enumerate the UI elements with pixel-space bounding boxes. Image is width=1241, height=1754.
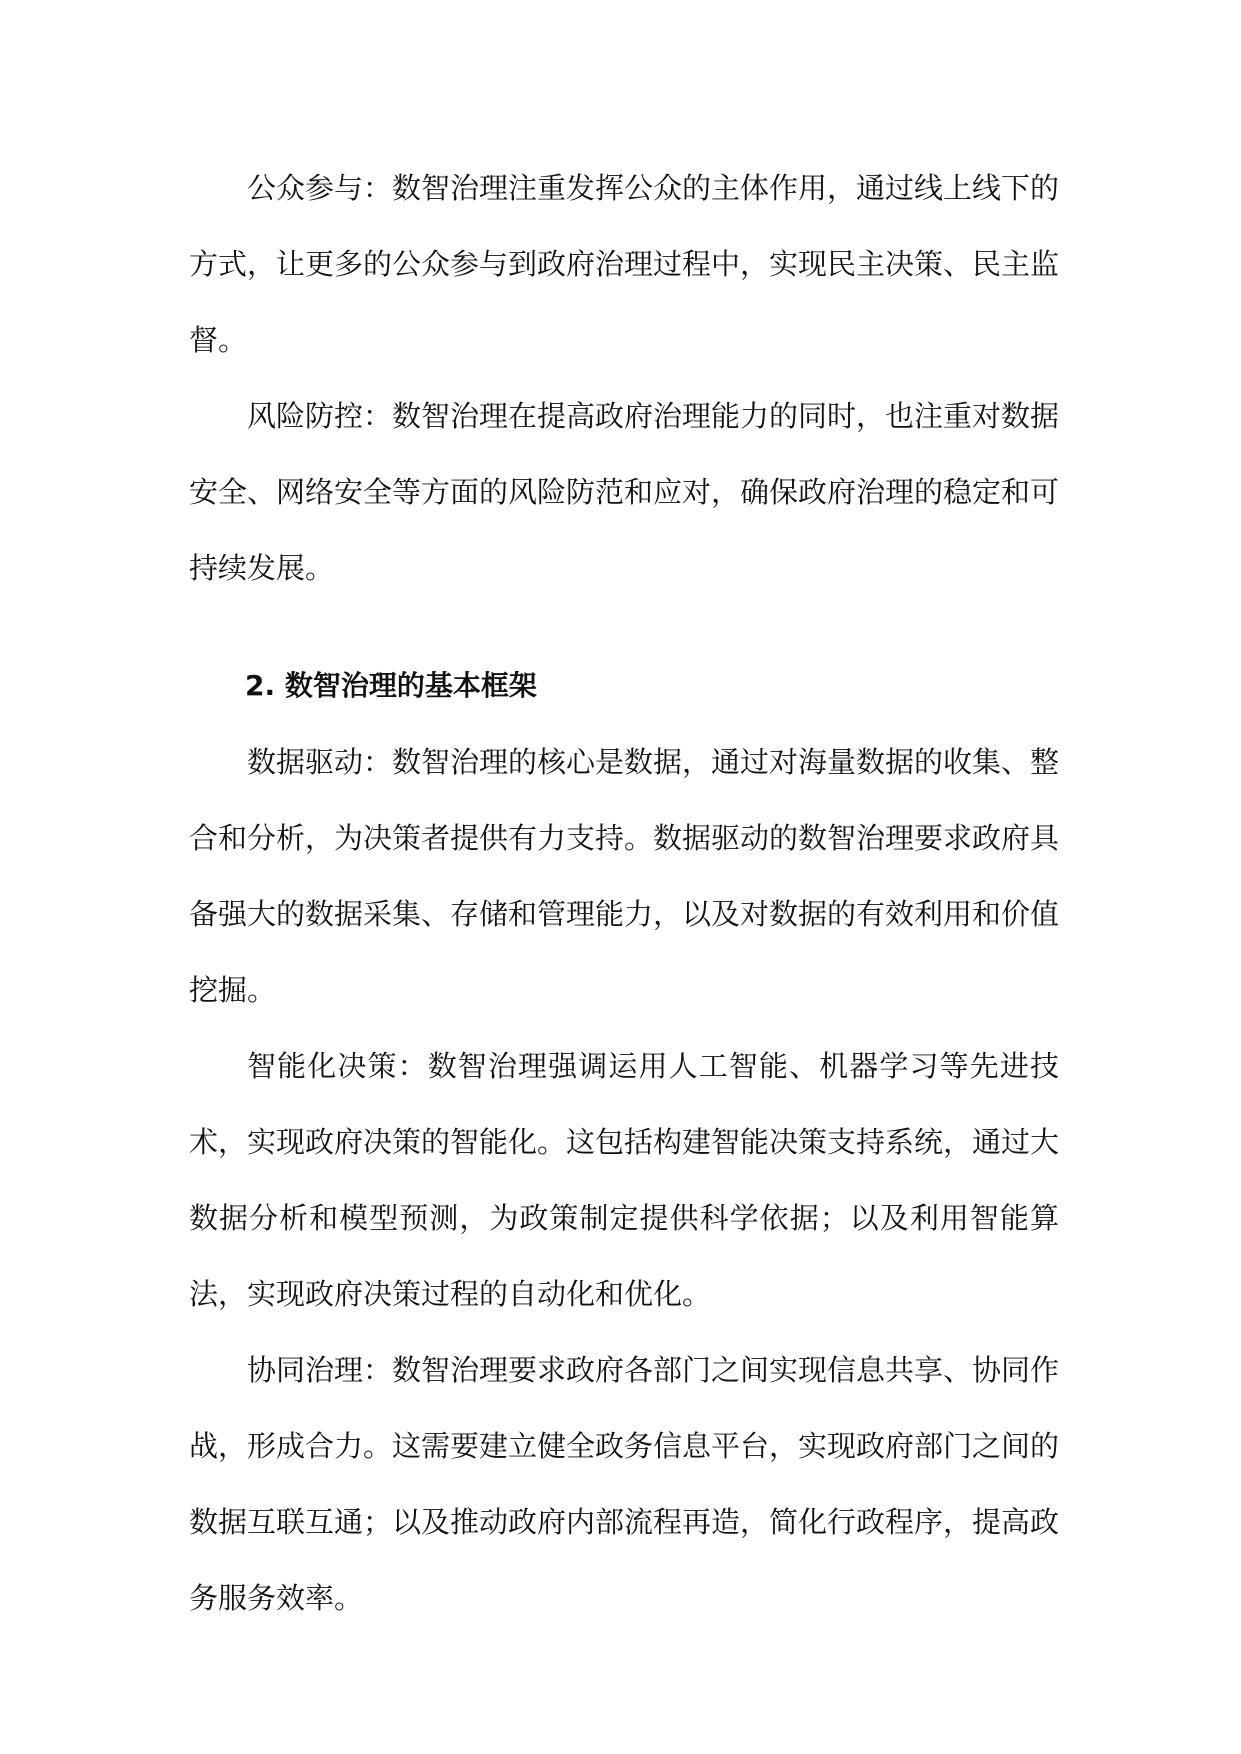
paragraph-intelligent-decision: 智能化决策：数智治理强调运用人工智能、机器学习等先进技术，实现政府决策的智能化。这包括构建智能决策支持系统，通过大数据分析和模型预测，为政策制定提供科学依据；以及利用智能算法，实现政府决策过程的自动化和优化。 <box>189 1049 1060 1311</box>
paragraph-collaborative-governance: 协同治理：数智治理要求政府各部门之间实现信息共享、协同作战，形成合力。这需要建立健全政务信息平台，实现政府部门之间的数据互联互通；以及推动政府内部流程再造，简化行政程序，提高政务服务效率。 <box>189 1353 1060 1615</box>
paragraph-public-participation: 公众参与：数智治理注重发挥公众的主体作用，通过线上线下的方式，让更多的公众参与到政府治理过程中，实现民主决策、民主监督。 <box>189 171 1060 357</box>
document-page <box>189 150 1059 1636</box>
paragraph-data-driven: 数据驱动：数智治理的核心是数据，通过对海量数据的收集、整合和分析，为决策者提供有力支持。数据驱动的数智治理要求政府具备强大的数据采集、存储和管理能力，以及对数据的有效利用和价值挖掘。 <box>189 745 1060 1007</box>
paragraph-risk-control: 风险防控：数智治理在提高政府治理能力的同时，也注重对数据安全、网络安全等方面的风险防范和应对，确保政府治理的稳定和可持续发展。 <box>189 399 1060 585</box>
section-heading-framework: 2. 数智治理的基本框架 <box>245 669 537 702</box>
